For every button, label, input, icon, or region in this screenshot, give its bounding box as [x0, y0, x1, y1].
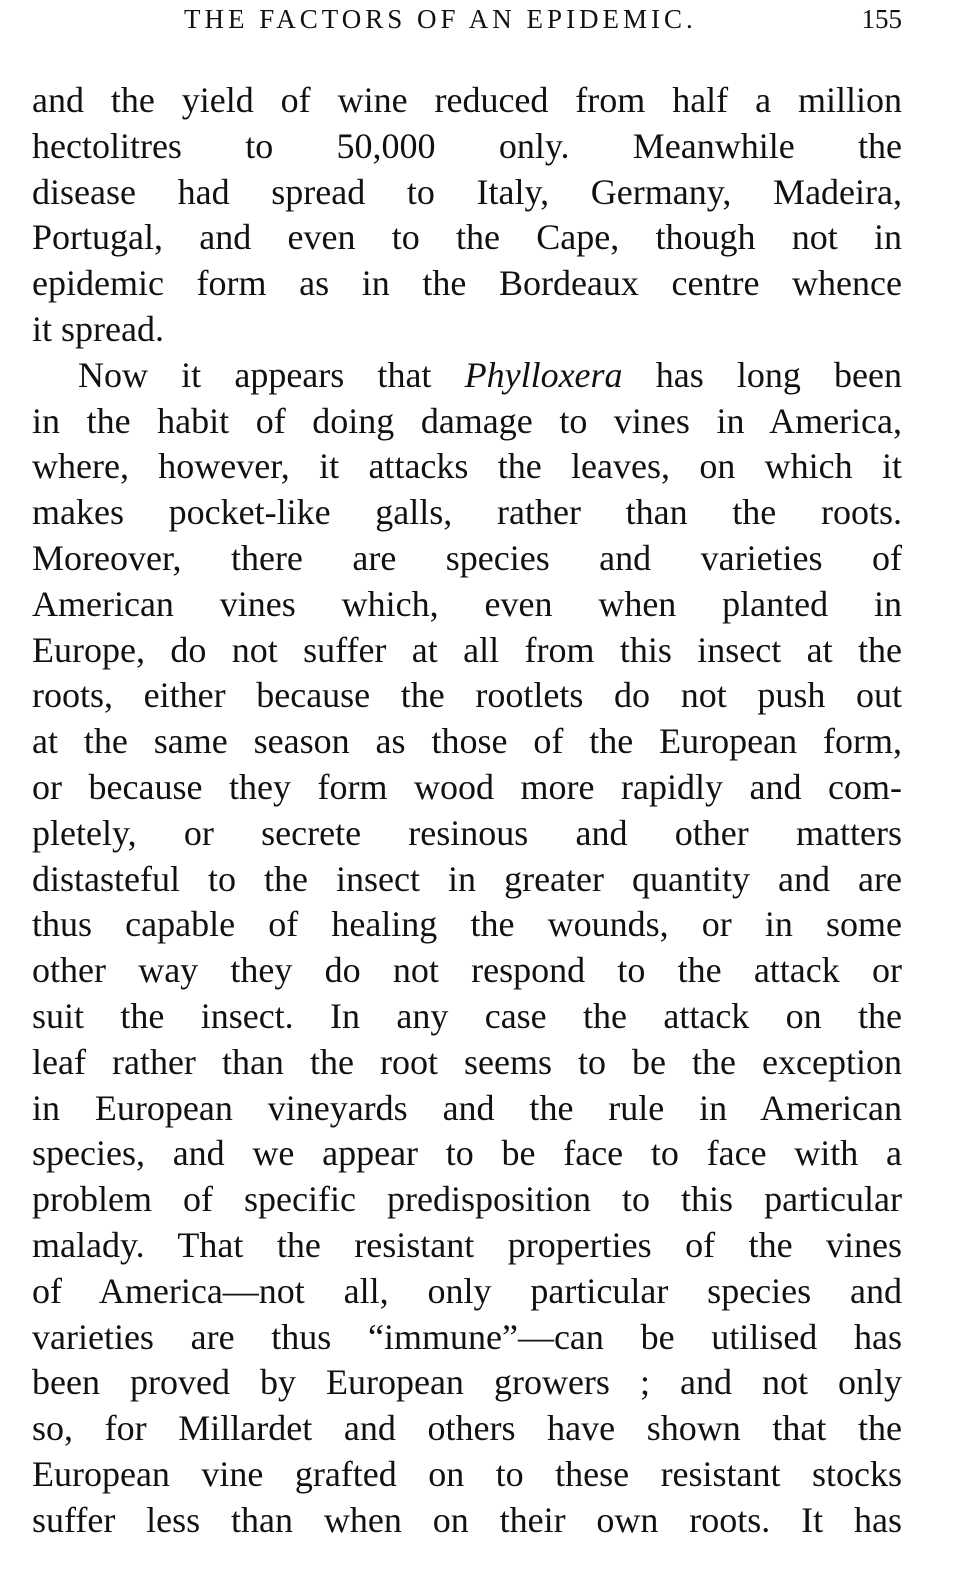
text-line: thus capable of healing the wounds, or in some [32, 904, 902, 945]
text-line: epidemic form as in the Bordeaux centre whence [32, 263, 902, 304]
text-line: Europe, do not suffer at all from this insect at the [32, 629, 902, 670]
text-line: suffer less than when on their own roots. It has [32, 1499, 902, 1540]
text-segment: has long been [622, 354, 902, 395]
text-line: where, however, it attacks the leaves, on which it [32, 446, 902, 487]
text-line: other way they do not respond to the attack or [32, 950, 902, 991]
text-segment: Now it appears that [78, 354, 465, 395]
text-line: in European vineyards and the rule in American [32, 1087, 902, 1128]
text-line: European vine grafted on to these resistant stocks [32, 1453, 902, 1494]
text-line: Moreover, there are species and varieties of [32, 537, 902, 578]
text-line: and the yield of wine reduced from half a million [32, 80, 902, 120]
text-line: roots, either because the rootlets do not push out [32, 675, 902, 716]
text-line: problem of specific predisposition to this particular [32, 1179, 902, 1220]
text-line: makes pocket-like galls, rather than the roots. [32, 492, 902, 533]
text-line: disease had spread to Italy, Germany, Madeira, [32, 171, 902, 212]
text-line: or because they form wood more rapidly and com- [32, 766, 902, 807]
italic-term: Phylloxera [464, 354, 623, 395]
paragraph-end-line: it spread. [32, 308, 164, 349]
text-line: pletely, or secrete resinous and other matters [32, 812, 902, 853]
page-body [32, 78, 902, 1544]
text-line: hectolitres to 50,000 only. Meanwhile the [32, 125, 902, 166]
text-line: American vines which, even when planted in [32, 583, 902, 624]
text-line: of America—not all, only particular species and [32, 1270, 902, 1311]
paragraph-start-line [32, 353, 902, 399]
text-line: leaf rather than the root seems to be the exception [32, 1041, 902, 1082]
running-title: THE FACTORS OF AN EPIDEMIC. [184, 4, 697, 34]
page-number: 155 [861, 4, 902, 34]
text-line: malady. That the resistant properties of the vines [32, 1224, 902, 1265]
text-line: species, and we appear to be face to face with a [32, 1133, 902, 1174]
text-line: so, for Millardet and others have shown that the [32, 1408, 902, 1449]
text-line: Portugal, and even to the Cape, though not in [32, 217, 902, 258]
running-head [32, 4, 902, 44]
text-line: suit the insect. In any case the attack on the [32, 995, 902, 1036]
text-line: at the same season as those of the European form, [32, 721, 902, 762]
text-line: been proved by European growers ; and not only [32, 1362, 902, 1403]
text-line: in the habit of doing damage to vines in America, [32, 400, 902, 441]
text-line: varieties are thus “immune”—can be utilised has [32, 1316, 902, 1357]
text-line: distasteful to the insect in greater quantity and are [32, 858, 902, 899]
